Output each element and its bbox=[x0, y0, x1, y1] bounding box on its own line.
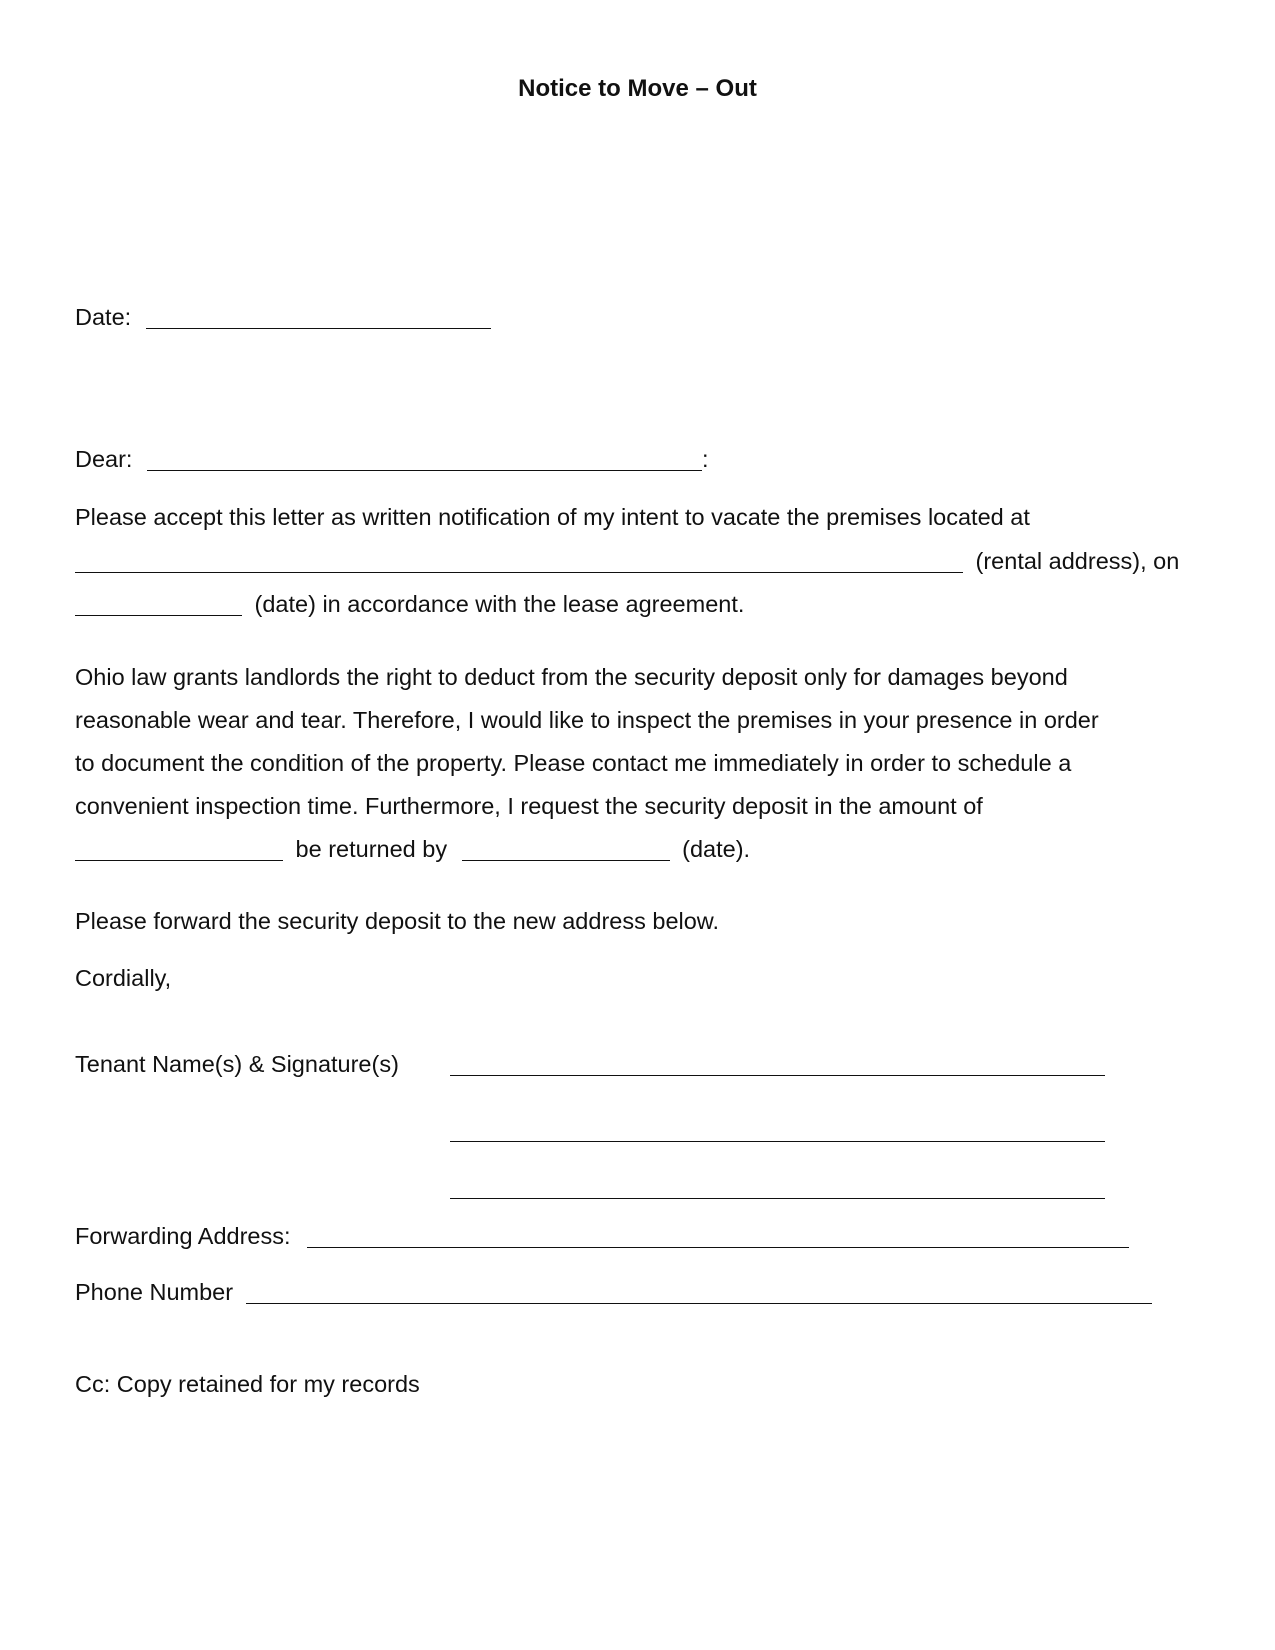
para2-line-3: to document the condition of the property. Please contact me immediately in order to schedule a bbox=[75, 750, 1072, 776]
document-title: Notice to Move – Out bbox=[518, 75, 757, 102]
return-date-blank[interactable] bbox=[462, 838, 670, 861]
tenant-signature-blank-3[interactable] bbox=[450, 1176, 1105, 1199]
date-label: Date: bbox=[75, 304, 132, 330]
deposit-return-row bbox=[75, 834, 750, 864]
dear-row bbox=[75, 444, 709, 474]
recipient-blank[interactable] bbox=[147, 448, 702, 471]
forwarding-address-blank[interactable] bbox=[307, 1225, 1129, 1248]
date-row bbox=[75, 302, 491, 332]
tenant-signature-row-1 bbox=[450, 1049, 1105, 1079]
para2-line-4: convenient inspection time. Furthermore, I request the security deposit in the amount of bbox=[75, 793, 983, 819]
vacate-date-blank[interactable] bbox=[75, 593, 242, 616]
vacate-date-row bbox=[75, 589, 744, 619]
tenant-signature-blank-1[interactable] bbox=[450, 1053, 1105, 1076]
returned-by-text: be returned by bbox=[295, 836, 448, 862]
tenant-signature-row-2 bbox=[450, 1115, 1105, 1145]
date-blank[interactable] bbox=[146, 306, 491, 329]
phone-number-blank[interactable] bbox=[246, 1281, 1152, 1304]
dear-label: Dear: bbox=[75, 446, 133, 472]
phone-number-label: Phone Number bbox=[75, 1279, 234, 1305]
forwarding-address-row bbox=[75, 1221, 1129, 1251]
tenant-label: Tenant Name(s) & Signature(s) bbox=[75, 1051, 399, 1077]
rental-address-blank[interactable] bbox=[75, 550, 963, 573]
phone-number-row bbox=[75, 1277, 1152, 1307]
para2-line-2: reasonable wear and tear. Therefore, I would like to inspect the premises in your presence in order bbox=[75, 707, 1099, 733]
date-paren: (date). bbox=[682, 836, 751, 862]
tenant-signature-row-3 bbox=[450, 1172, 1105, 1202]
rental-address-row bbox=[75, 546, 1179, 576]
para2-line-1: Ohio law grants landlords the right to deduct from the security deposit only for damages beyond bbox=[75, 664, 1068, 690]
closing-line: Cordially, bbox=[75, 965, 172, 991]
cc-line: Cc: Copy retained for my records bbox=[75, 1371, 420, 1397]
deposit-amount-blank[interactable] bbox=[75, 838, 283, 861]
forward-line: Please forward the security deposit to the new address below. bbox=[75, 908, 720, 934]
dear-colon: : bbox=[702, 446, 709, 472]
tenant-signature-blank-2[interactable] bbox=[450, 1119, 1105, 1142]
forwarding-address-label: Forwarding Address: bbox=[75, 1223, 291, 1249]
date-accordance-text: (date) in accordance with the lease agreement. bbox=[254, 591, 745, 617]
intro-line: Please accept this letter as written notification of my intent to vacate the premises located at bbox=[75, 504, 1030, 530]
rental-address-label: (rental address), on bbox=[975, 548, 1180, 574]
